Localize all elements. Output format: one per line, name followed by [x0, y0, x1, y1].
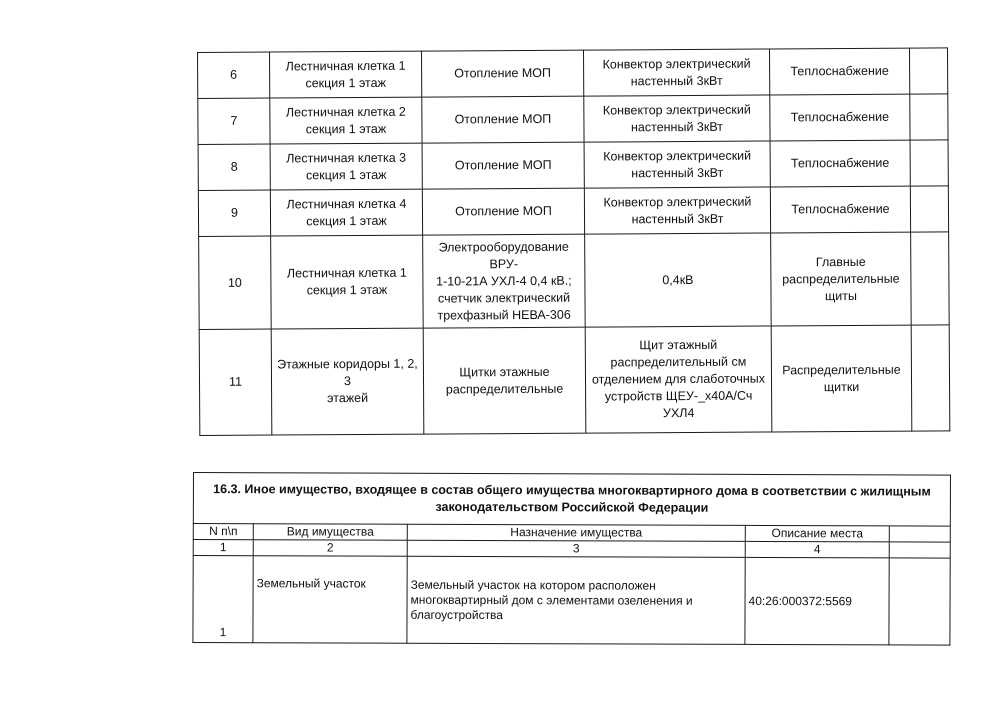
cell-line: Лестничная клетка 2 — [285, 104, 406, 119]
cell-extra — [909, 48, 947, 94]
cell-line: Распределительные — [782, 362, 901, 377]
cell-line: Этажные коридоры 1, 2, 3 — [277, 356, 418, 389]
cell-line: Отопление МОП — [455, 203, 552, 219]
cell-function — [769, 48, 909, 95]
purpose-line: Земельный участок на котором расположен — [410, 577, 656, 593]
cell-line: Конвектор электрический — [602, 102, 751, 118]
row-empty-cell — [889, 558, 950, 645]
cell-location — [270, 51, 422, 98]
table-title — [193, 473, 950, 527]
column-number: 2 — [253, 540, 407, 557]
cell-function — [770, 140, 910, 187]
cell-location — [270, 143, 422, 190]
column-number: 1 — [193, 540, 253, 556]
cell-line: секция 1 этаж — [306, 282, 388, 298]
header-row — [193, 524, 950, 543]
cell-line: настенный 3кВт — [631, 165, 724, 180]
cell-line: Щит этажный — [639, 337, 718, 353]
cell-line: секция 1 этаж — [305, 167, 387, 182]
cell-line: Лестничная клетка 1 — [286, 265, 407, 281]
cell-line: Щитки этажные — [459, 364, 550, 379]
cell-purpose — [423, 234, 586, 328]
cell-equipment — [584, 141, 770, 188]
property-purpose — [407, 556, 745, 644]
cell-line: отделением для слаботочных — [591, 371, 766, 387]
title-line-2: законодательством Российской Федерации — [435, 499, 709, 515]
cell-line: счетчик электрический — [437, 290, 571, 306]
column-number: 3 — [407, 540, 745, 557]
purpose-line: благоустройства — [410, 607, 504, 622]
table-row — [198, 186, 948, 237]
cell-line: настенный 3кВт — [631, 211, 724, 226]
cell-extra — [910, 140, 948, 186]
cell-line: щиты — [824, 288, 858, 303]
cell-location — [270, 97, 422, 144]
cell-number: 10 — [199, 236, 272, 329]
cell-line: Лестничная клетка 1 — [285, 58, 406, 73]
header-empty — [889, 526, 950, 542]
table-row — [198, 94, 948, 145]
cell-line: этажей — [327, 390, 369, 406]
cell-function — [770, 94, 910, 141]
cell-equipment — [584, 187, 770, 234]
cell-line: Отопление МОП — [454, 157, 552, 173]
cell-line: устройств ЩЕУ-_х40А/Сч УХЛ4 — [604, 388, 753, 421]
cell-purpose — [422, 188, 584, 235]
cell-line: Теплоснабжение — [790, 63, 889, 79]
cell-purpose — [422, 142, 584, 189]
cell-line: Конвектор электрический — [603, 194, 752, 210]
cell-function — [771, 325, 912, 432]
cell-extra — [910, 94, 948, 140]
cell-line: Теплоснабжение — [791, 201, 890, 217]
cell-line: трехфазный НЕВА-306 — [437, 307, 571, 323]
property-kind: Земельный участок — [253, 556, 407, 644]
equipment-table-body — [198, 48, 950, 436]
cell-line: Конвектор электрический — [602, 56, 751, 72]
other-property-table — [192, 472, 951, 646]
row-number: 1 — [193, 556, 253, 643]
cell-line: секция 1 этаж — [305, 121, 387, 136]
cell-number: 7 — [198, 98, 270, 144]
cell-purpose — [423, 327, 586, 434]
purpose-line: многоквартирный дом с элементами озеленения и — [410, 592, 693, 608]
table-row — [199, 325, 950, 436]
header-no: N п\п — [193, 524, 253, 540]
header-purpose: Назначение имущества — [407, 524, 745, 541]
cell-purpose — [422, 96, 584, 143]
table-row — [198, 48, 948, 99]
cell-line: распределительный см — [610, 354, 747, 370]
cell-equipment — [584, 95, 770, 142]
cell-extra — [910, 186, 948, 232]
column-number: 4 — [745, 541, 889, 558]
cell-line: Теплоснабжение — [790, 109, 890, 125]
title-line-1: 16.3. Иное имущество, входящее в состав общего имущества многоквартирного дома в соответствии с жилищным — [213, 482, 931, 499]
cell-line: Лестничная клетка 3 — [286, 150, 407, 165]
cell-extra — [911, 325, 950, 431]
cell-extra — [911, 232, 950, 325]
cell-location — [270, 189, 422, 236]
header-location: Описание места — [745, 525, 889, 542]
table-row — [198, 140, 948, 191]
cell-line: распределительные — [445, 381, 564, 396]
cell-line: 1-10-21А УХЛ-4 0,4 кВ.; — [436, 273, 572, 289]
cell-location — [271, 328, 424, 435]
table-title-row — [193, 473, 950, 527]
cell-line: распределительные — [782, 271, 900, 286]
cell-number: 8 — [198, 144, 270, 190]
cell-line: 0,4кВ — [662, 272, 694, 287]
cell-line: щитки — [823, 379, 860, 394]
cell-number: 9 — [198, 190, 270, 236]
cell-purpose — [421, 50, 583, 97]
cell-equipment — [585, 233, 772, 327]
equipment-table — [197, 47, 950, 436]
cell-equipment — [583, 49, 769, 96]
cell-line: Отопление МОП — [454, 65, 552, 81]
cell-number: 6 — [198, 52, 270, 98]
cell-line: настенный 3кВт — [630, 119, 723, 134]
cell-function — [770, 186, 910, 233]
cell-number: 11 — [199, 329, 272, 435]
cell-function — [771, 232, 912, 326]
table-row — [199, 232, 950, 330]
property-location: 40:26:000372:5569 — [745, 557, 889, 645]
cell-line: Главные — [815, 254, 866, 269]
cell-line: Теплоснабжение — [790, 155, 890, 171]
cell-location — [271, 235, 424, 329]
table-row — [193, 556, 950, 646]
column-number-empty — [889, 542, 950, 558]
cell-line: Лестничная клетка 4 — [286, 196, 407, 211]
cell-line: секция 1 этаж — [305, 75, 386, 90]
cell-line: Электрооборудование ВРУ- — [438, 239, 569, 271]
cell-line: Конвектор электрический — [603, 148, 752, 164]
cell-line: Отопление МОП — [454, 111, 552, 127]
cell-equipment — [585, 326, 772, 433]
cell-line: настенный 3кВт — [630, 73, 723, 88]
cell-line: секция 1 этаж — [306, 213, 387, 228]
header-kind: Вид имущества — [253, 524, 407, 541]
